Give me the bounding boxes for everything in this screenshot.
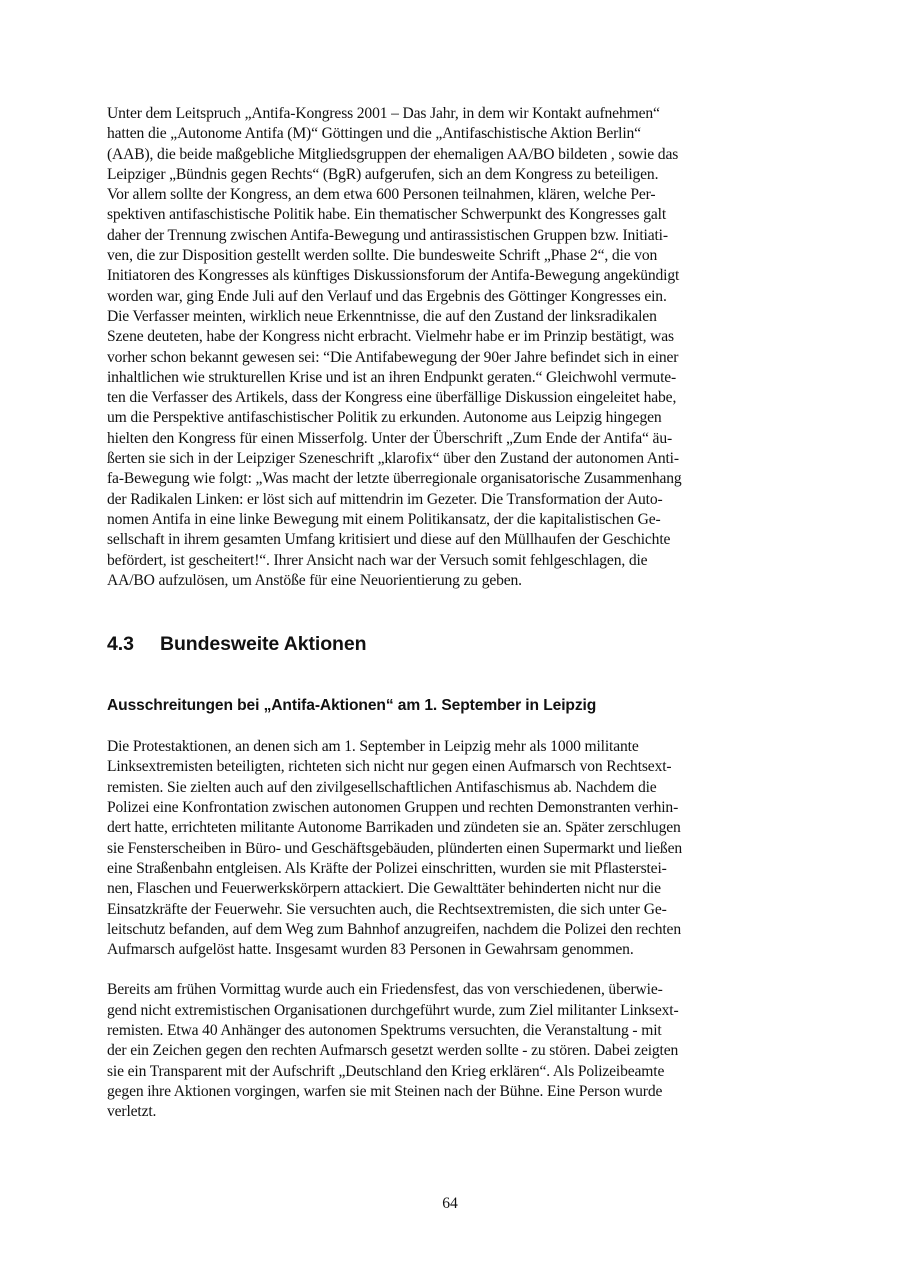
- subsection-heading: Ausschreitungen bei „Antifa-Aktionen“ am 1. September in Leipzig: [107, 697, 597, 715]
- leipzig-paragraph-1: Die Protestaktionen, an denen sich am 1. September in Leipzig mehr als 1000 militante Linksextremisten beteiligten, richteten sich nicht nur gegen einen Aufmarsch von Rechtsext- remisten. Sie zielten auch auf den zivilgesellschaftlichen Antifaschismus ab. Nachdem die Polizei eine Konfrontation zwischen autonomen Gruppen und rechten Demonstranten verhin- dert hatte, errichteten militante Autonome Barrikaden und zündeten sie an. Später zerschlugen sie Fensterscheiben in Büro- und Geschäftsgebäuden, plünderten einen Supermarkt und ließen eine Straßenbahn entgleisen. Als Kräfte der Polizei einschritten, wurden sie mit Pflasterstei- nen, Flaschen und Feuerwerkskörpern attackiert. Die Gewalttäter behinderten nicht nur die Einsatzkräfte der Feuerwehr. Sie versuchten auch, die Rechtsextremisten, die sich unter Ge- leitschutz befanden, auf dem Weg zum Bahnhof anzugreifen, nachdem die Polizei den rechten Aufmarsch aufgelöst hatte. Insgesamt wurden 83 Personen in Gewahrsam genommen.: [107, 738, 682, 959]
- leipzig-paragraph-2: Bereits am frühen Vormittag wurde auch ein Friedensfest, das von verschiedenen, überwie- gend nicht extremistischen Organisationen durchgeführt wurde, zum Ziel militanter Linksext- remisten. Etwa 40 Anhänger des autonomen Spektrums versuchten, die Veranstaltung - mit der ein Zeichen gegen den rechten Aufmarsch gesetzt werden sollte - zu stören. Dabei zeigten sie ein Transparent mit der Aufschrift „Deutschland den Krieg erklären“. Als Polizeibeamte gegen ihre Aktionen vorgingen, warfen sie mit Steinen nach der Bühne. Eine Person wurde verletzt.: [107, 981, 679, 1121]
- page-body: [107, 104, 757, 1122]
- page-number: 64: [442, 1195, 458, 1212]
- section-heading: [107, 632, 757, 656]
- section-title: Bundesweite Aktionen: [160, 633, 367, 656]
- intro-paragraph: Unter dem Leitspruch „Antifa-Kongress 2001 – Das Jahr, in dem wir Kontakt aufnehmen“ hatten die „Autonome Antifa (M)“ Göttingen und die „Antifaschistische Aktion Berlin“ (AAB), die beide maßgebliche Mitgliedsgruppen der ehemaligen AA/BO bildeten , sowie das Leipziger „Bündnis gegen Rechts“ (BgR) aufgerufen, sich an dem Kongress zu beteiligen. Vor allem sollte der Kongress, an dem etwa 600 Personen teilnahmen, klären, welche Per- spektiven antifaschistische Politik habe. Ein thematischer Schwerpunkt des Kongresses galt daher der Trennung zwischen Antifa-Bewegung und antirassistischen Gruppen bzw. Initiati- ven, die zur Disposition gestellt werden sollte. Die bundesweite Schrift „Phase 2“, die von Initiatoren des Kongresses als künftiges Diskussionsforum der Antifa-Bewegung angekündigt worden war, ging Ende Juli auf den Verlauf und das Ergebnis des Göttinger Kongresses ein. Die Verfasser meinten, wirklich neue Erkenntnisse, die auf den Zustand der linksradikalen Szene deuteten, habe der Kongress nicht erbracht. Vielmehr habe er im Prinzip bestätigt, was vorher schon bekannt gewesen sei: “Die Antifabewegung der 90er Jahre befindet sich in einer inhaltlichen wie strukturellen Krise und ist an ihren Endpunkt geraten.“ Gleichwohl vermute- ten die Verfasser des Artikels, dass der Kongress eine überfällige Diskussion eingeleitet habe, um die Perspektive antifaschistischer Politik zu erkunden. Autonome aus Leipzig hingegen hielten den Kongress für einen Misserfolg. Unter der Überschrift „Zum Ende der Antifa“ äu- ßerten sie sich in der Leipziger Szeneschrift „klarofix“ über den Zustand der autonomen Anti- fa-Bewegung wie folgt: „Was macht der letzte überregionale organisatorische Zusammenhang der Radikalen Linken: er löst sich auf mittendrin im Gezeter. Die Transformation der Auto- nomen Antifa in eine linke Bewegung mit einem Politikansatz, der die kapitalistischen Ge- sellschaft in ihrem gesamten Umfang kritisiert und diese auf den Müllhaufen der Geschichte befördert, ist gescheitert!“. Ihrer Ansicht nach war der Versuch somit fehlgeschlagen, die AA/BO aufzulösen, um Anstöße für eine Neuorientierung zu geben.: [107, 105, 682, 589]
- section-number: 4.3: [107, 633, 134, 656]
